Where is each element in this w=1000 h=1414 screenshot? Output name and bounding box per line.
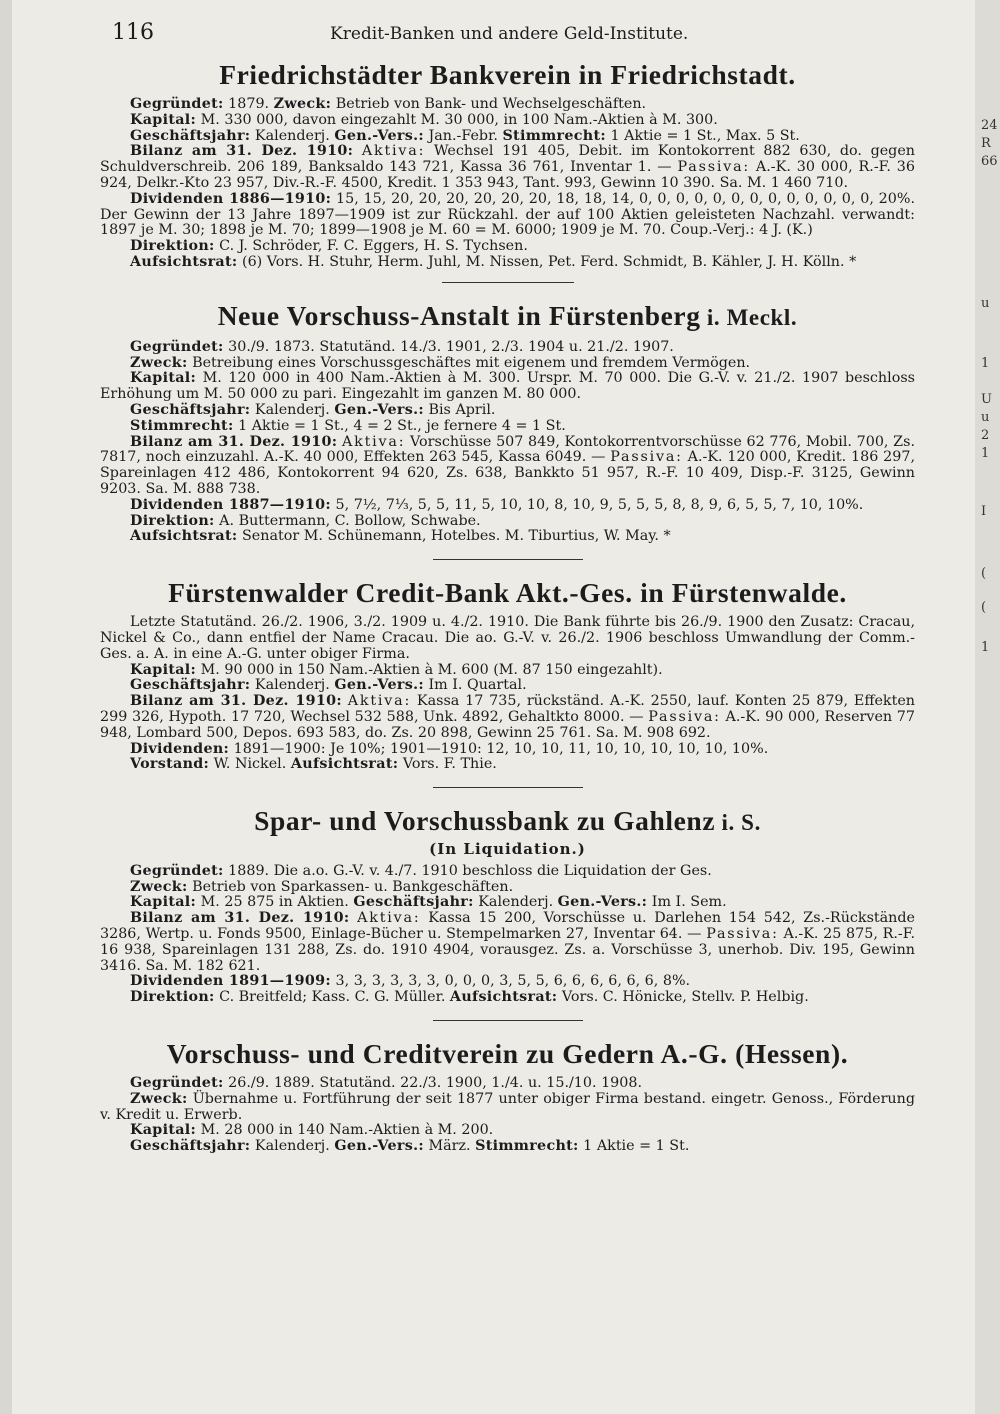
entry-paragraph [100,1092,915,1124]
field-label: Direktion: [130,512,215,529]
margin-fragment: ( [981,566,987,581]
balance-side-label: Aktiva: [357,910,421,927]
field-value: (6) Vors. H. Stuhr, Herm. Juhl, M. Nissen, Pet. Ferd. Schmidt, B. Kähler, J. H. Kölln. * [237,253,857,270]
field-value: März. [423,1138,476,1155]
entry-paragraph [100,113,915,129]
balance-side-label: Aktiva: [361,143,426,160]
field-label: Gen.-Vers.: [334,401,424,418]
field-label: Gen.-Vers.: [557,894,648,911]
field-value: M. 120 000 in 400 Nam.-Aktien à M. 300. Urspr. M. 70 000. Die G.-V. v. 21./2. 1907 beschloss Erhöhung um M. 50 000 zu pari. Eingezahlt im ganzen M. 80 000. [100,370,915,403]
margin-fragment: 1 [981,446,990,461]
entry-paragraph [100,239,915,255]
field-value: C. J. Schröder, F. C. Eggers, H. S. Tychsen. [214,238,528,255]
field-label: Aufsichtsrat: [290,756,399,773]
company-title-text: Spar- und Vorschussbank zu Gahlenz [254,805,716,837]
margin-fragment: 2 [981,428,990,443]
company-status: (In Liquidation.) [429,840,586,859]
field-value: Kassa 15 200, Vorschüsse u. Darlehen 154 542, Zs.-Rückstände 3286, Wertp. u. Fonds 9500, Einlage-Bücher u. Stempelmarken 27, Inventar 64. — [100,910,915,943]
margin-fragment: I [981,504,987,519]
field-value: Kalenderj. [250,677,335,694]
field-label: Geschäftsjahr: [130,401,251,418]
field-value: M. 330 000, davon eingezahlt M. 30 000, in 100 Nam.-Aktien à M. 300. [196,111,718,128]
field-label: Aufsichtsrat: [130,253,238,270]
field-value: Bis April. [423,401,496,418]
entry-paragraph [100,911,915,974]
entry-separator [433,1020,583,1021]
field-value: 1879. [223,96,274,112]
field-value: Kalenderj. [250,1138,335,1155]
entry-paragraph [100,192,915,239]
margin-fragment: ( [981,600,987,615]
field-value: 5, 7½, 7⅓, 5, 5, 11, 5, 10, 10, 8, 10, 9, 5, 5, 5, 8, 8, 9, 6, 5, 5, 7, 10, 10%. [330,496,864,513]
field-value: 1 Aktie = 1 St. [578,1138,690,1155]
field-value: 30./9. 1873. Statutänd. 14./3. 1901, 2./3. 1904 u. 21./2. 1907. [223,338,674,355]
page-number: 116 [112,20,154,45]
balance-side-label: Aktiva: [347,693,412,710]
entry-paragraph [100,255,915,271]
field-value: Im I. Quartal. [423,677,527,694]
company-location-suffix: i. Meckl. [700,304,798,330]
entry-paragraph [100,757,915,773]
field-label: Zweck: [273,96,332,112]
field-label: Gen.-Vers.: [334,1138,424,1155]
entry-paragraph [100,529,915,545]
company-title-text: Fürstenwalder Credit-Bank Akt.-Ges. in Fürstenwalde. [168,577,847,609]
field-label: Aufsichtsrat: [130,528,238,545]
company-entry [100,1037,915,1155]
company-entry [100,576,915,773]
field-value: 1891—1900: Je 10%; 1901—1910: 12, 10, 10, 11, 10, 10, 10, 10, 10, 10%. [229,740,769,757]
entry-paragraph [100,615,915,662]
field-label: Gen.-Vers.: [334,127,424,144]
field-value: A.-K. 120 000, Kredit. 186 297, Spareinlagen 412 486, Kontokorrent 94 620, Zs. 638, Bankkto 51 957, R.-F. 10 409, Disp.-F. 3125, Gewinn 9203. Sa. M. 888 738. [100,449,915,497]
field-label: Stimmrecht: [475,1138,579,1155]
field-label: Direktion: [130,989,215,1006]
company-title-text: Friedrichstädter Bankverein in Friedrichstadt. [219,59,796,90]
field-label: Aufsichtsrat: [449,989,558,1006]
margin-fragment: u [981,410,990,425]
field-value: 26./9. 1889. Statutänd. 22./3. 1900, 1./4. u. 15./10. 1908. [223,1075,643,1092]
field-label: Gegründet: [130,1075,224,1092]
field-value: Wechsel 191 405, Debit. im Kontokorrent 882 630, do. gegen Schuldverschreib. 206 189, Banksaldo 143 721, Kassa 36 761, Inventar 1. — [100,143,915,176]
margin-fragment: 1 [981,640,990,655]
margin-fragment: U [981,392,992,407]
field-value: Senator M. Schünemann, Hotelbes. M. Tiburtius, W. May. * [237,528,671,545]
field-value: Betrieb von Bank- und Wechselgeschäften. [331,96,647,112]
running-head: Kredit-Banken und andere Geld-Institute. [330,24,689,44]
entry-paragraph [100,990,915,1006]
entry-paragraph [100,694,915,741]
field-value: A.-K. 30 000, R.-F. 36 924, Delkr.-Kto 23 957, Div.-R.-F. 4500, Kredit. 1 353 943, Tant. 993, Gewinn 10 390. Sa. M. 1 460 710. [100,159,915,191]
field-value: Letzte Statutänd. 26./2. 1906, 3./2. 1909 u. 4./2. 1910. Die Bank führte bis 26./9. 1900 den Zusatz: Cracau, Nickel & Co., dann entfiel der Name Cracau. Die ao. G.-V. v. 26./2. 1906 beschloss Umwandlung der Comm.-Ges. a. A. in eine A.-G. unter obiger Firma. [100,614,915,662]
field-value [353,143,362,159]
entry-paragraph [100,974,915,990]
field-label: Stimmrecht: [502,127,606,144]
entry-paragraph [100,371,915,403]
entry-separator [433,787,583,788]
field-label: Geschäftsjahr: [130,127,251,144]
balance-side-label: Passiva: [610,449,683,466]
field-value: Kalenderj. [250,127,335,144]
entry-paragraph [100,356,915,372]
margin-fragment: 24 [981,118,998,133]
field-value: A.-K. 25 875, R.-F. 16 938, Spareinlagen 131 288, Zs. do. 1910 4904, vorausgez. Zs. a. Vorschüsse 3, unerhob. Div. 195, Gewinn 3416. Sa. M. 182 621. [100,926,915,974]
entry-paragraph [100,1139,915,1155]
field-label: Zweck: [130,1090,188,1107]
entry-paragraph [100,742,915,758]
company-entry [100,804,915,1006]
field-value: Betreibung eines Vorschussgeschäftes mit eigenem und fremdem Vermögen. [187,354,751,371]
field-label: Vorstand: [130,756,210,773]
field-value: Übernahme u. Fortführung der seit 1877 unter obiger Firma bestand. eingetr. Genoss., Förderung v. Kredit u. Erwerb. [100,1090,915,1123]
balance-side-label: Passiva: [706,926,779,943]
field-value: 1 Aktie = 1 St., Max. 5 St. [605,127,800,144]
field-value: Vors. F. Thie. [398,756,497,773]
field-label: Geschäftsjahr: [353,894,474,911]
field-label: Geschäftsjahr: [130,677,251,694]
field-label: Bilanz am 31. Dez. 1910: [130,143,354,160]
adjacent-page-strip [975,0,1000,1414]
field-label: Kapital: [130,894,197,911]
field-value: Im I. Sem. [647,894,727,911]
field-label: Dividenden: [130,740,230,757]
field-value: Vors. C. Hönicke, Stellv. P. Helbig. [557,989,809,1006]
field-value: 1889. Die a.o. G.-V. v. 4./7. 1910 beschloss die Liquidation der Ges. [223,862,712,879]
field-label: Bilanz am 31. Dez. 1910: [130,433,338,450]
field-value: Kassa 17 735, rückständ. A.-K. 2550, lauf. Konten 25 879, Effekten 299 326, Hypoth. 17 720, Wechsel 532 588, Unk. 4892, Gehaltkto 8000. — [100,693,916,725]
field-value: Betrieb von Sparkassen- u. Bankgeschäften. [187,878,514,895]
field-label: Dividenden 1886—1910: [130,190,332,207]
field-value: A. Buttermann, C. Bollow, Schwabe. [214,512,481,529]
field-value: Kalenderj. [250,401,335,418]
entry-paragraph [100,97,915,113]
field-value [349,910,357,926]
field-label: Kapital: [130,370,197,387]
entry-separator [433,559,583,560]
entry-paragraph [100,514,915,530]
entry-paragraph [100,678,915,694]
margin-fragment: 66 [981,154,998,169]
field-label: Bilanz am 31. Dez. 1910: [130,693,342,710]
field-label: Zweck: [130,878,188,895]
page-header [112,20,942,46]
field-label: Gegründet: [130,862,224,879]
field-value: 15, 15, 20, 20, 20, 20, 20, 20, 18, 18, 14, 0, 0, 0, 0, 0, 0, 0, 0, 0, 0, 0, 0, 0, 20%. Der Gewinn der 13 Jahre 1897—1909 ist zur Rückzahl. der auf 100 Aktien geleisteten Nachzahl. verwandt: 1897 je M. 30; 1898 je M. 70; 1899—1908 je M. 60 = M. 6000; 1909 je M. 70. Coup.-Verj.: 4 J. (K.) [100,190,915,239]
field-value: 1 Aktie = 1 St., 4 = 2 St., je fernere 4 = 1 St. [233,417,566,434]
field-label: Gegründet: [130,96,224,112]
entry-paragraph [100,129,915,145]
entry-separator [442,282,574,283]
balance-side-label: Aktiva: [342,433,406,450]
company-title-text: Vorschuss- und Creditverein zu Gedern A.-G. (Hessen). [166,1038,849,1070]
entry-paragraph [100,864,915,880]
entry-paragraph [100,498,915,514]
entry-paragraph [100,1076,915,1092]
field-label: Kapital: [130,1122,197,1139]
field-value: M. 90 000 in 150 Nam.-Aktien à M. 600 (M. 87 150 eingezahlt). [196,661,663,678]
field-value: Kalenderj. [473,894,558,911]
entry-paragraph [100,895,915,911]
entry-paragraph [100,403,915,419]
entry-paragraph [100,340,915,356]
balance-side-label: Passiva: [648,708,721,725]
field-value: 3, 3, 3, 3, 3, 3, 0, 0, 0, 3, 5, 5, 6, 6, 6, 6, 6, 6, 8%. [330,973,691,990]
company-entry [100,299,915,545]
company-title-text: Neue Vorschuss-Anstalt in Fürstenberg [217,299,701,331]
margin-fragment: 1 [981,356,990,371]
field-value: C. Breitfeld; Kass. C. G. Müller. [214,989,450,1006]
margin-fragment: u [981,296,990,311]
field-value: Vorschüsse 507 849, Kontokorrentvorschüsse 62 776, Mobil. 700, Zs. 7817, noch einzuzahl. A.-K. 40 000, Effekten 263 545, Kassa 6049. — [100,433,915,466]
field-label: Geschäftsjahr: [130,1138,251,1155]
company-title [100,299,915,334]
entry-paragraph [100,419,915,435]
field-label: Zweck: [130,354,188,371]
entry-paragraph [100,435,915,498]
company-title [100,576,915,609]
field-label: Gen.-Vers.: [334,677,424,694]
entry-paragraph [100,144,915,191]
field-value: M. 25 875 in Aktien. [196,894,354,911]
company-title [100,804,915,839]
entry-paragraph [100,880,915,896]
field-label: Dividenden 1891—1909: [130,973,331,990]
field-label: Dividenden 1887—1910: [130,496,331,513]
company-title [100,58,915,91]
page-body [100,58,915,1155]
field-label: Gegründet: [130,338,224,355]
field-value: W. Nickel. [209,756,291,773]
entry-paragraph [100,1123,915,1139]
field-label: Kapital: [130,111,197,128]
company-title [100,1037,915,1070]
scan-left-edge [0,0,12,1414]
field-label: Bilanz am 31. Dez. 1910: [130,910,350,927]
field-label: Kapital: [130,661,197,678]
company-entry [100,58,915,271]
field-value: Jan.-Febr. [423,127,503,144]
company-location-suffix: i. S. [715,810,761,836]
field-value: M. 28 000 in 140 Nam.-Aktien à M. 200. [196,1122,494,1139]
margin-fragment: R [981,136,991,151]
entry-paragraph [100,663,915,679]
balance-side-label: Passiva: [677,159,751,176]
field-label: Stimmrecht: [130,417,234,434]
field-value: A.-K. 90 000, Reserven 77 948, Lombard 500, Depos. 693 583, do. Zs. 20 898, Gewinn 25 761. Sa. M. 908 692. [100,708,916,741]
field-label: Direktion: [130,238,215,255]
